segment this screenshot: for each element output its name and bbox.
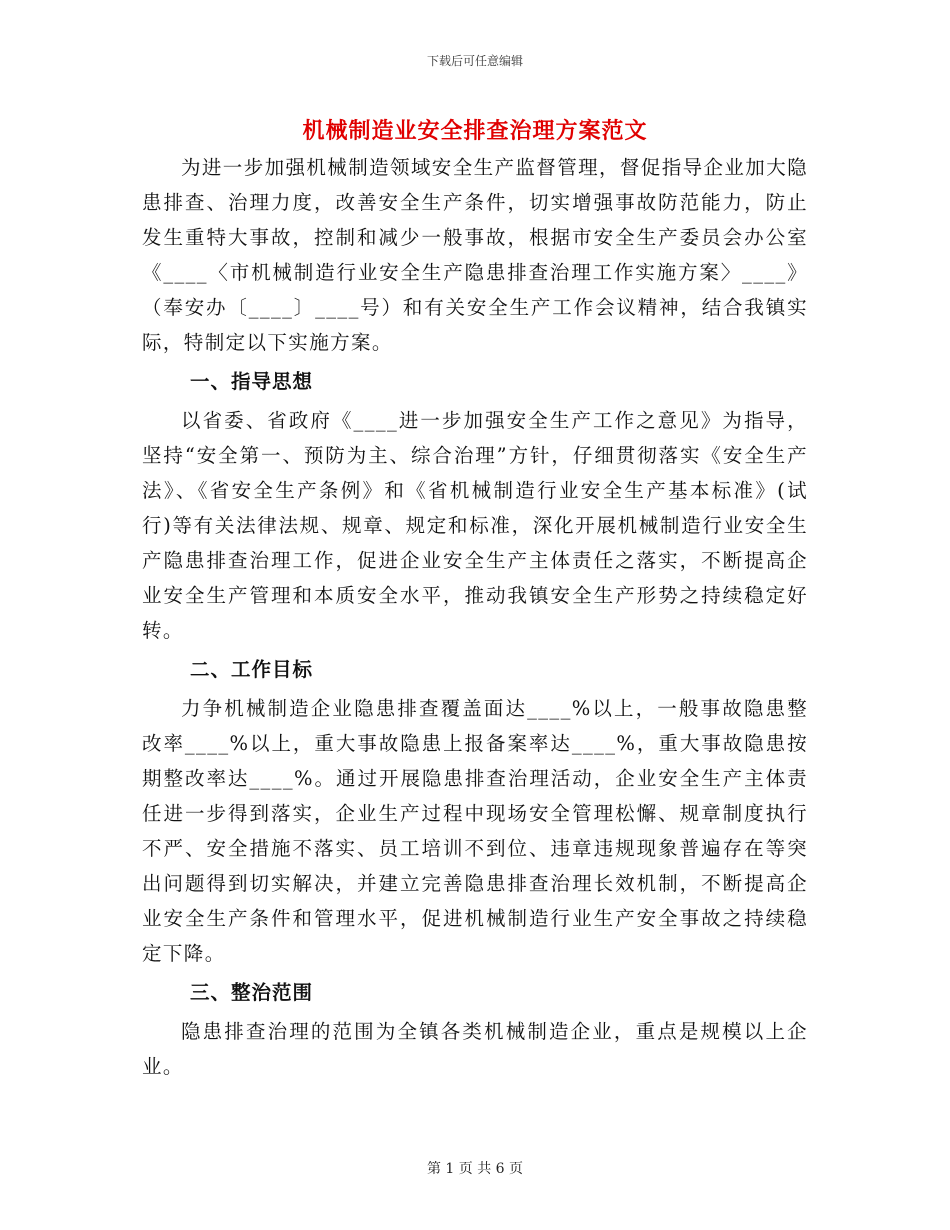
section-heading-work-goals: 二、工作目标	[190, 658, 314, 681]
section-heading-scope: 三、整治范围	[190, 981, 314, 1004]
section-body-work-goals: 力争机械制造企业隐患排查覆盖面达____%以上，一般事故隐患整改率____%以上，重大事故隐患上报备案率达____%，重大事故隐患按期整改率达____%。通过开展隐患排查治理活动，企业安全生产主体责任进一步得到落实，企业生产过程中现场安全管理松懈、规章制度执行不严、安全措施不落实、员工培训不到位、违章违规现象普遍存在等突出问题得到切实解决，并建立完善隐患排查治理长效机制，不断提高企业安全生产条件和管理水平，促进机械制造行业生产安全事故之持续稳定下降。	[142, 697, 808, 965]
intro-paragraph: 为进一步加强机械制造领域安全生产监督管理，督促指导企业加大隐患排查、治理力度，改善安全生产条件，切实增强事故防范能力，防止发生重特大事故，控制和减少一般事故，根据市安全生产委员会办公室《____〈市机械制造行业安全生产隐患排查治理工作实施方案〉____》（奉安办〔____〕____号）和有关安全生产工作会议精神，结合我镇实际，特制定以下实施方案。	[142, 156, 809, 354]
section-body-scope: 隐患排查治理的范围为全镇各类机械制造企业，重点是规模以上企业。	[142, 1020, 808, 1078]
section-body-guiding-ideology: 以省委、省政府《____进一步加强安全生产工作之意见》为指导，坚持“安全第一、预防为主、综合治理”方针，仔细贯彻落实《安全生产法》、《省安全生产条例》和《省机械制造行业安全生产基本标准》(试行)等有关法律法规、规章、规定和标准，深化开展机械制造行业安全生产隐患排查治理工作，促进企业安全生产主体责任之落实，不断提高企业安全生产管理和本质安全水平，推动我镇安全生产形势之持续稳定好转。	[142, 409, 808, 642]
document-title: 机械制造业安全排查治理方案范文	[302, 118, 648, 144]
header-note: 下载后可任意编辑	[426, 54, 523, 68]
section-heading-guiding-ideology: 一、指导思想	[190, 370, 314, 393]
page-number-footer: 第 1 页 共 6 页	[426, 1161, 524, 1177]
document-body	[142, 150, 808, 1084]
